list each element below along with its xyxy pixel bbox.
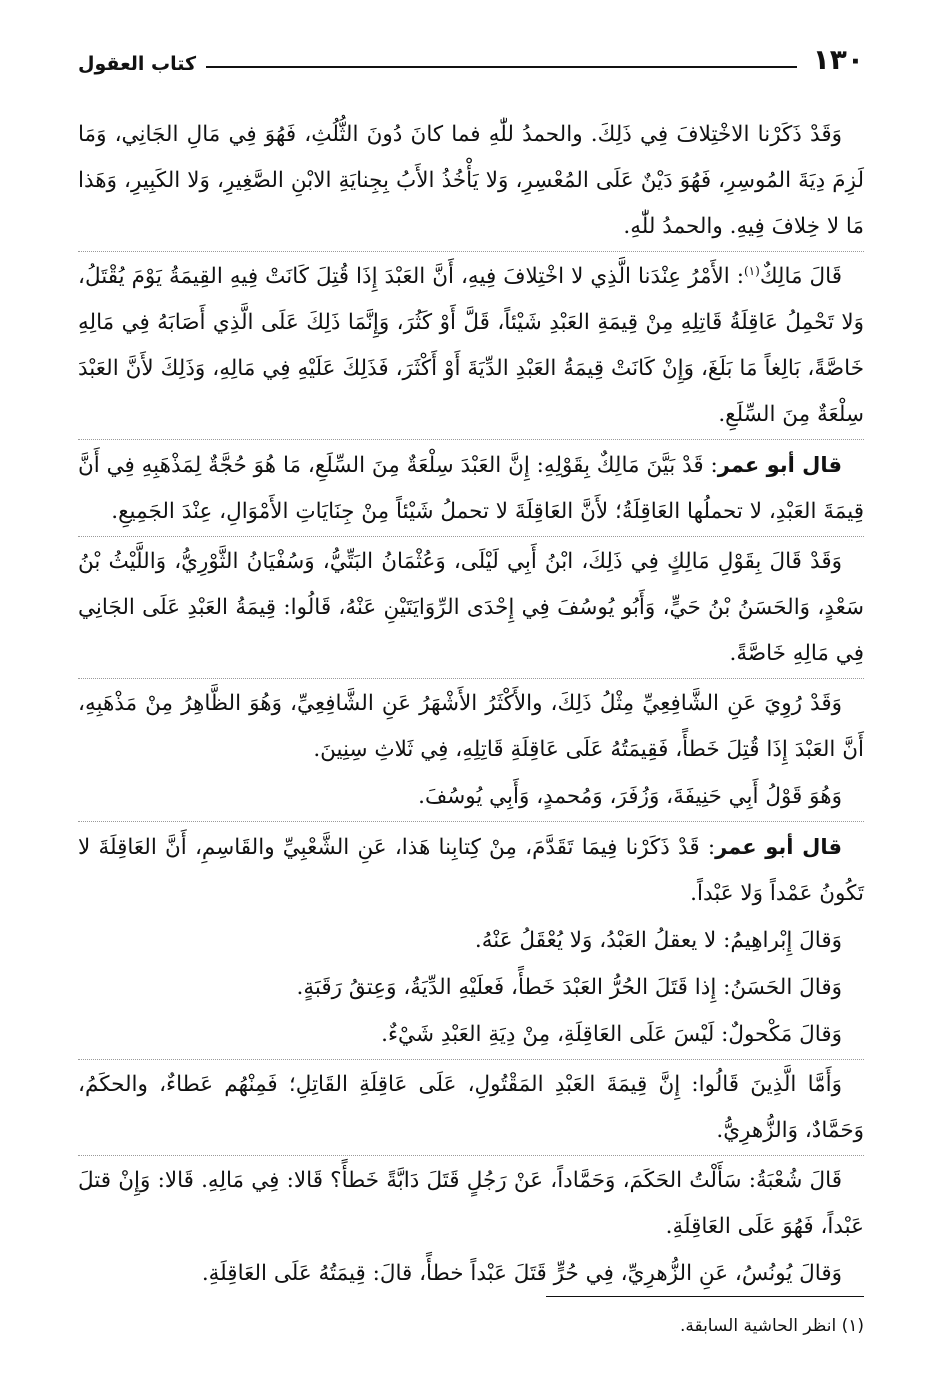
paragraph-5: [78, 678, 864, 773]
paragraph-text: وَقَدْ قَالَ بِقَوْلِ مَالِكٍ فِي ذَلِكَ، ابْنُ أَبِي لَيْلَى، وَعُثْمَانُ البَتِّيُّ، وَسُفْيَانُ الثَّوْرِيُّ، وَاللَّيْثُ بْنُ سَعْدٍ، وَالحَسَنُ بْنُ حَيٍّ، وَأَبُو يُوسُفَ فِي إِحْدَى الرِّوَايَتَيْنِ عَنْهُ، قَالُوا: قِيمَةُ العَبْدِ عَلَى الجَانِي فِي مَالِهِ خَاصَّةً.: [78, 549, 864, 666]
paragraph-3: [78, 439, 864, 535]
paragraph-11: [78, 1059, 864, 1154]
paragraph-text: وَقالَ يُونُسُ، عَنِ الزُّهرِيِّ، فِي حُرٍّ قَتَلَ عَبْداً خطأً، قالَ: قِيمَتُهُ عَلَى العَاقِلَةِ.: [201, 1261, 842, 1286]
paragraph-text: وَقالَ إِبْراهِيمُ: لا يعقلُ العَبْدُ، وَلا يُعْقَلُ عَنْهُ.: [474, 928, 842, 953]
paragraph-text-continued: : الأَمْرُ عِنْدَنا الَّذِي لا اخْتِلافَ فِيهِ، أَنَّ العَبْدَ إِذَا قُتِلَ كَانَتْ فِيهِ القِيمَةُ يَوْمَ يُقْتَلُ، وَلا تَحْمِلُ عَاقِلَةُ قَاتِلِهِ مِنْ قِيمَةِ العَبْدِ شَيْئاً، قَلَّ أَوْ كَثُرَ، وَإِنَّمَا ذَلِكَ عَلَى الَّذِي أَصَابَهُ فِي مَالِهِ خَاصَّةً، بَالِغاً مَا بَلَغَ، وَإِنْ كَانَتْ قِيمَةُ العَبْدِ الدِّيَةَ أَوْ أَكْثَرَ، فَذَلِكَ عَلَيْهِ فِي مَالِهِ، وَذَلِكَ لأَنَّ العَبْدَ سِلْعَةٌ مِنَ السِّلَعِ.: [78, 264, 864, 427]
paragraph-7: [78, 821, 864, 917]
paragraph-10: [78, 1012, 864, 1058]
page-number: ١٣٠: [812, 43, 864, 76]
paragraph-6: [78, 774, 864, 820]
book-title: كتاب العقول: [78, 53, 197, 75]
paragraph-2: [78, 251, 864, 438]
paragraph-text: وَقالَ الحَسَنُ: إِذا قَتَلَ الحُرُّ العَبْدَ خَطأً، فَعلَيْهِ الدِّيَةُ، وَعِتقُ رَقَبَةٍ.: [296, 975, 842, 1000]
paragraph-1: [78, 112, 864, 250]
paragraph-text: : قَدْ ذَكَرْنا فِيمَا تَقَدَّمَ، مِنْ كِتابِنا هَذا، عَنِ الشَّعْبِيِّ والقَاسِمِ، أَنَّ العَاقِلَةَ لا تَكُونُ عَمْداً وَلا عَبْداً.: [78, 835, 864, 906]
paragraph-text: وَقالَ مَكْحولٌ: لَيْسَ عَلَى العَاقِلَةِ، مِنْ دِيَةِ العَبْدِ شَيْءٌ.: [381, 1022, 842, 1047]
paragraph-text: وَهُوَ قَوْلُ أَبِي حَنِيفَةَ، وَزُفَرَ، وَمُحمدٍ، وَأَبِي يُوسُفَ.: [418, 784, 842, 809]
paragraph-text: وَأَمَّا الَّذِينَ قَالُوا: إِنَّ قِيمَةَ العَبْدِ المَقْتُولِ، عَلَى عَاقِلَةِ القَاتِلِ؛ فَمِنْهُم عَطاءٌ، والحكَمُ، وَحَمَّادٌ، وَالزُّهرِيُّ.: [78, 1072, 864, 1143]
footnote: (١) انظر الحاشية السابقة.: [679, 1316, 864, 1336]
running-header: [78, 38, 864, 74]
paragraph-text: قَالَ مَالِكٌ: [759, 264, 842, 289]
speaker-label: قال أبو عمر: [715, 835, 842, 859]
body-text: [78, 112, 864, 1297]
header-rule: [206, 66, 797, 68]
footnote-reference: (١): [743, 263, 760, 278]
paragraph-8: [78, 918, 864, 964]
paragraph-4: [78, 536, 864, 677]
paragraph-text: وَقَدْ ذَكَرْنا الاخْتِلافَ فِي ذَلِكَ. والحمدُ للّٰهِ فما كانَ دُونَ الثُّلُثِ، فَهُوَ فِي مَالِ الجَانِي، وَمَا لَزِمَ دِيَةَ المُوسِرِ، فَهُوَ دَيْنٌ عَلَى المُعْسِرِ، وَلا يَأْخُذُ الأَبُ بِجِنايَةِ الابْنِ الصَّغِيرِ، وَلا الكَبِيرِ، وَهَذا مَا لا خِلافَ فِيهِ. والحمدُ للّٰهِ.: [78, 122, 864, 239]
paragraph-12: [78, 1155, 864, 1250]
paragraph-text: قَالَ شُعْبَةُ: سَأَلْتُ الحَكَمَ، وَحَمَّاداً، عَنْ رَجُلٍ قَتَلَ دَابَّةً خَطأً؟ قَالا: فِي مَالِهِ. قَالا: وَإِنْ قتلَ عَبْداً، فَهُوَ عَلَى العَاقِلَةِ.: [78, 1168, 864, 1239]
paragraph-text: وَقَدْ رُوِيَ عَنِ الشَّافِعِيِّ مِثْلُ ذَلِكَ، والأَكْثَرُ الأَشْهَرُ عَنِ الشَّافِعِيِّ، وَهُوَ الظَّاهِرُ مِنْ مَذْهَبِهِ، أَنَّ العَبْدَ إِذَا قُتِلَ خَطأً، فَقِيمَتُهُ عَلَى عَاقِلَةِ قَاتِلِهِ، فِي ثَلاثِ سِنِينَ.: [78, 691, 864, 762]
paragraph-9: [78, 965, 864, 1011]
paragraph-text: : قَدْ بَيَّنَ مَالِكٌ بِقَوْلِهِ: إِنَّ العَبْدَ سِلْعَةٌ مِنَ السِّلَعِ، مَا هُوَ حُجَّةٌ لِمَذْهَبِهِ فِي أَنَّ قِيمَةَ العَبْدِ، لا تحملُها العَاقِلَةُ؛ لأَنَّ العَاقِلَةَ لا تحملُ شَيْئاً مِنْ جِنَايَاتِ الأَمْوَالِ، عِنْدَ الجَمِيعِ.: [78, 453, 864, 524]
speaker-label: قال أبو عمر: [717, 453, 842, 477]
footnote-separator: [546, 1296, 864, 1297]
paragraph-13: [78, 1251, 864, 1297]
